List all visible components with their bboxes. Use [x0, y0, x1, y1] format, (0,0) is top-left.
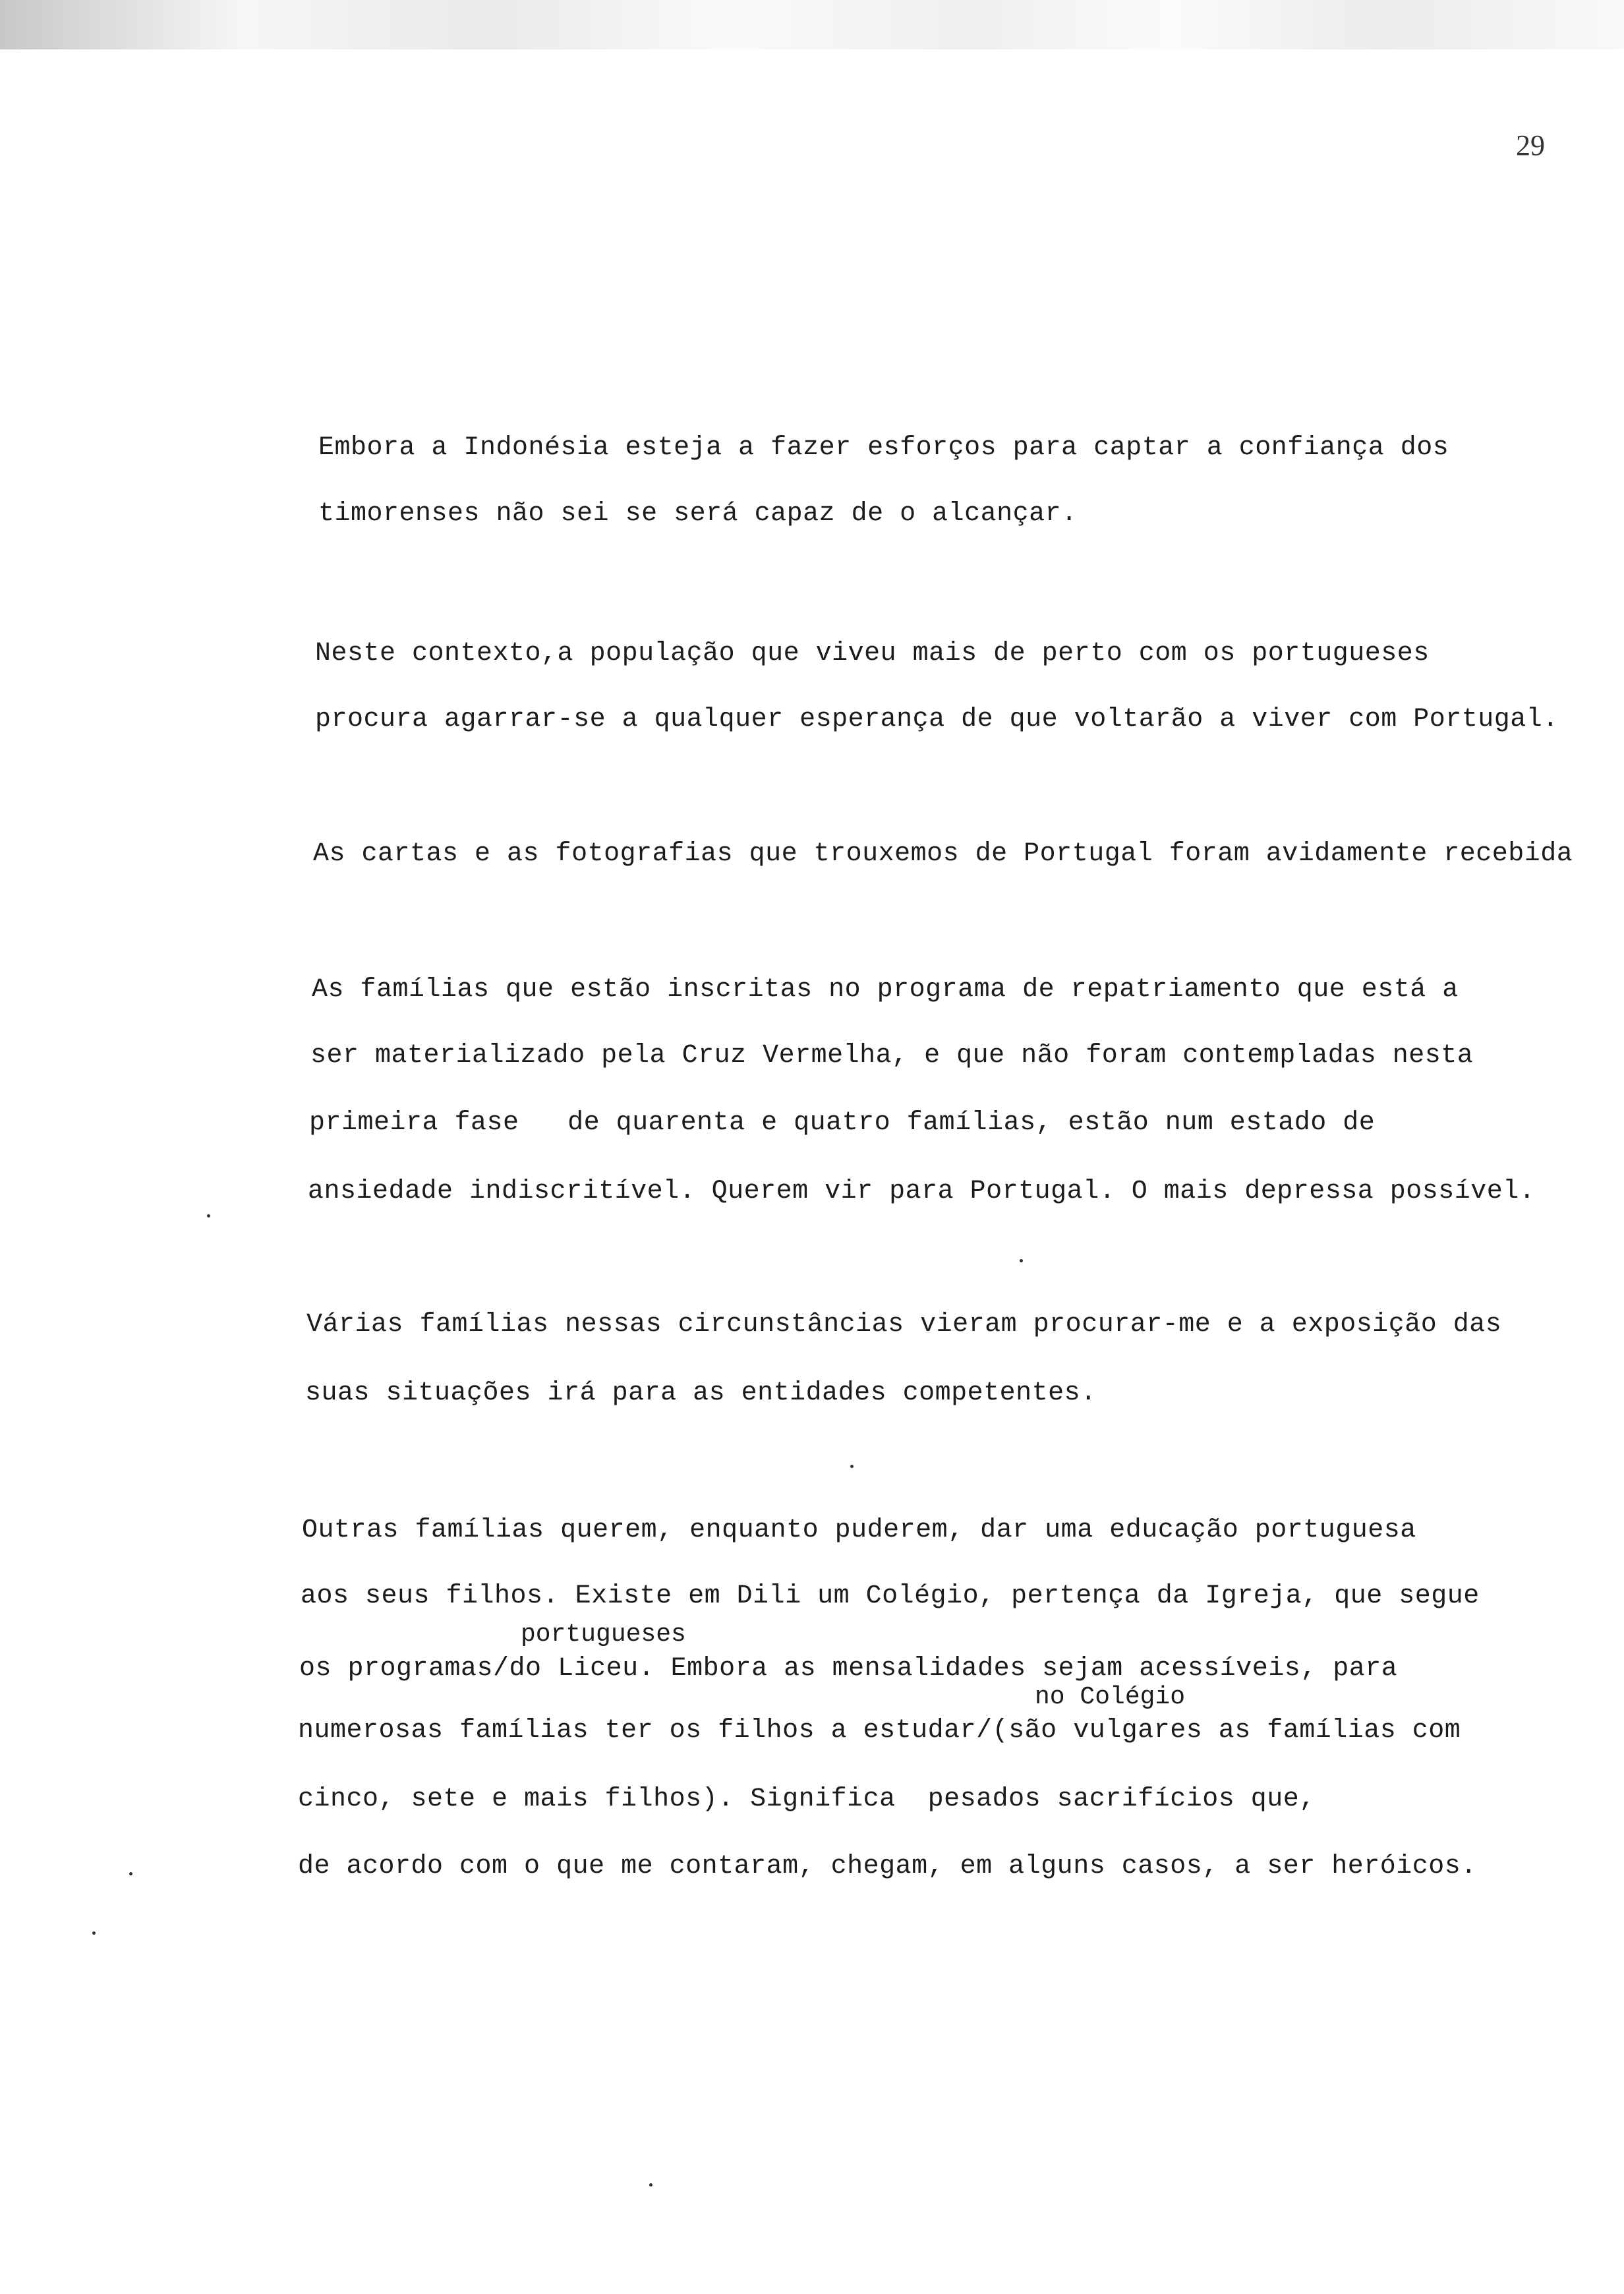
interlinear-note: portugueses: [521, 1620, 686, 1649]
text-line: aos seus filhos. Existe em Dili um Colégio, pertença da Igreja, que segue: [301, 1581, 1480, 1611]
text-line: de acordo com o que me contaram, chegam, em alguns casos, a ser heróicos.: [298, 1852, 1477, 1881]
scan-artifact-top: [0, 0, 1624, 49]
text-line: Embora a Indonésia esteja a fazer esforços para captar a confiança dos: [318, 433, 1449, 463]
text-line: os programas/do Liceu. Embora as mensalidades sejam acessíveis, para: [299, 1654, 1398, 1684]
text-line: As cartas e as fotografias que trouxemos de Portugal foram avidamente recebida: [313, 839, 1573, 869]
text-line: cinco, sete e mais filhos). Significa pesados sacrifícios que,: [298, 1784, 1316, 1814]
scan-speck: [129, 1872, 132, 1875]
text-line: ser materializado pela Cruz Vermelha, e que não foram contempladas nesta: [310, 1041, 1474, 1071]
text-line: Neste contexto,a população que viveu mais de perto com os portugueses: [315, 639, 1430, 668]
text-line: procura agarrar-se a qualquer esperança de que voltarão a viver com Portugal.: [315, 705, 1559, 734]
scan-speck: [92, 1931, 96, 1935]
scan-speck: [1020, 1259, 1023, 1262]
page-number: 29: [1516, 129, 1545, 162]
scan-speck: [649, 2183, 652, 2187]
text-line: timorenses não sei se será capaz de o alcançar.: [318, 499, 1078, 529]
interlinear-note: no Colégio: [1035, 1683, 1186, 1711]
text-line: Várias famílias nessas circunstâncias vieram procurar-me e a exposição das: [306, 1310, 1502, 1339]
text-line: Outras famílias querem, enquanto puderem, dar uma educação portuguesa: [302, 1515, 1416, 1545]
scan-speck: [207, 1214, 210, 1218]
text-line: ansiedade indiscritível. Querem vir para Portugal. O mais depressa possível.: [308, 1177, 1536, 1206]
text-line: numerosas famílias ter os filhos a estudar/(são vulgares as famílias com: [298, 1716, 1461, 1746]
text-line: suas situações irá para as entidades competentes.: [305, 1378, 1097, 1408]
scan-speck: [850, 1465, 854, 1468]
text-line: primeira fase de quarenta e quatro famílias, estão num estado de: [309, 1108, 1376, 1138]
text-line: As famílias que estão inscritas no programa de repatriamento que está a: [312, 975, 1459, 1005]
